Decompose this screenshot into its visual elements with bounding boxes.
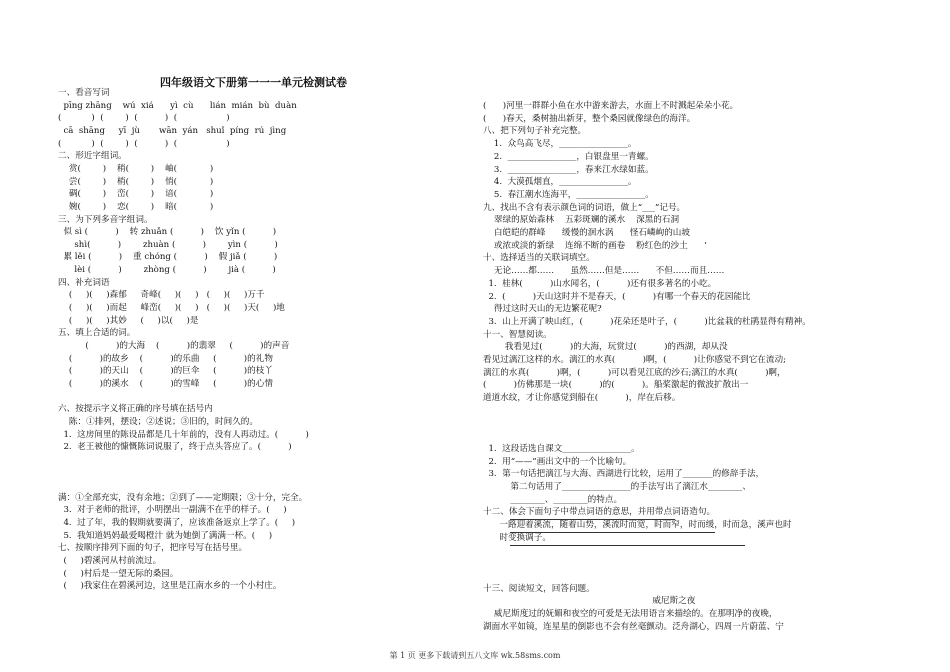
right-line: 1. 这段话选自课文________________。	[483, 443, 640, 454]
right-line: 4. 大漠孤烟直，________________。	[483, 177, 637, 188]
left-line: pīng zhāng wú xiá yì cù lián mián bù duàn	[58, 100, 297, 111]
right-line: 威尼斯之夜	[483, 596, 696, 607]
left-line: ( )( )森郁 奇峰( )( ) ( )( )万千	[58, 290, 265, 301]
right-line: 威尼斯度过的妩媚和夜空的可爱是无法用语言来描绘的。在那明净的夜晚，	[483, 609, 778, 619]
right-line: 看见过漓江这样的水。漓江的水真( )啊，( )让你感觉不到它在流动;	[483, 355, 786, 365]
right-line: 2. ( )天山这时并不是春天，( )有哪一个春天的花园能比	[483, 291, 751, 302]
answer-line-1	[510, 519, 675, 520]
right-line: 十二、体会下面句子中带点词语的意思，并用带点词语造句。	[483, 507, 716, 518]
left-line: 2. 老王被他的慷慨陈词说服了，终于点头答应了。( )	[58, 442, 292, 453]
left-line: 满：①全部充实，没有余地；②到了——定期限；③十分，完全。	[58, 492, 308, 503]
right-line: 3. ________________，春来江水绿如蓝。	[483, 164, 654, 175]
left-line: ( )碧溪河从村前流过。	[58, 556, 162, 567]
left-line: 碉( ) 峦( ) 谙( )	[58, 189, 214, 200]
right-line: 十、选择适当的关联词填空。	[483, 253, 595, 264]
answer-line-3	[510, 545, 745, 546]
left-line: ( ) ( ) ( ) ( )	[58, 113, 230, 124]
right-line: 九、找出不含有表示颜色词的词语，做上“___”记号。	[483, 202, 686, 213]
left-line: 3. 对于老师的批评，小明摆出一副满不在乎的样子。( )	[58, 505, 287, 516]
left-line: 陈：①排列，摆设；②述说；③旧的，时间久的。	[58, 416, 258, 427]
left-line: 四、补充词语	[58, 277, 110, 288]
right-line: 无论……都…… 虽然……但是…… 不但……而且……	[483, 266, 725, 277]
left-line: ( )村后是一望无际的桑园。	[58, 568, 179, 579]
left-line: ( )( )其妙 ( )以( )是	[58, 315, 199, 326]
right-line: 八、把下列句子补充完整。	[483, 126, 587, 137]
right-line: 1. 众鸟高飞尽，________________。	[483, 139, 637, 150]
right-line: 第二句话用了________________的手法写出了漓江水________、	[483, 482, 751, 492]
right-line: 十三、阅读短文，回答问题。	[483, 583, 595, 594]
left-line: 4. 过了年，我的假期就要满了，应该准备返京上学了。( )	[58, 518, 296, 529]
left-line: ( )的天山 ( )的巨伞 ( )的枝丫	[58, 366, 273, 377]
right-line: ________、________的特点。	[483, 494, 623, 505]
left-line: 1. 这房间里的陈设品都是几十年前的，没有人再动过。( )	[58, 429, 309, 440]
left-line: 赏( ) 稍( ) 岫( )	[58, 163, 214, 174]
left-line: 一、看音写词	[58, 88, 110, 98]
left-line: ( )的故乡 ( )的乐曲 ( )的礼物	[58, 353, 273, 364]
right-line: 湖面水平如镜，连星星的倒影也不会有丝毫颤动。泛舟湖心，四周一片蔚蓝、宁	[483, 621, 784, 632]
left-line: 5. 我知道妈妈最爱喝橙汁 就为她倒了满满一杯。( )	[58, 530, 273, 541]
right-line: 得过这时天山的无边繁花呢?	[483, 304, 602, 315]
right-line: 或浓或淡的新绿 连绵不断的画卷 粉红色的沙土 ‘	[483, 240, 707, 251]
right-line: 漓江的水真( )啊，( )可以看见江底的沙石;漓江的水真( )啊，	[483, 367, 786, 378]
answer-line-2	[510, 532, 715, 533]
right-line: 1. 桂林( )山水闻名，( )还有很多著名的小吃。	[483, 278, 717, 289]
left-line: 七、按顺序排列下面的句子，把序号写在括号里。	[58, 543, 248, 554]
left-line: shì( ) zhuàn ( ) yìn ( )	[58, 239, 278, 250]
left-line: ( )的大海 ( )的翡翠 ( )的声音	[58, 341, 290, 351]
right-line: ( )河里一群群小鱼在水中游来游去，水面上不时溅起朵朵小花。	[483, 101, 739, 111]
left-line: 二、形近字组词。	[58, 151, 127, 162]
left-line: ( )的溪水 ( )的雪峰 ( )的心情	[58, 378, 273, 389]
right-line: 十一、智慧阅读。	[483, 329, 552, 340]
left-line: ( )( )而起 峰峦( )( ) ( )( )天( )地	[58, 303, 285, 314]
right-line: 翠绿的原始森林 五彩斑斓的溪水 深黑的石洞	[483, 215, 680, 226]
left-line: 五、填上合适的词。	[58, 328, 136, 339]
left-line: cā shāng yī jù wān yán shuǐ píng rú jìng	[58, 125, 287, 136]
left-line: 尝( ) 梢( ) 悄( )	[58, 176, 214, 187]
right-line: 2. ________________，白银盘里一青螺。	[483, 151, 654, 162]
right-line: 3. 山上开满了映山红，( )花朵还是叶子，( )比盆栽的杜鹃显得有精神。	[483, 316, 811, 327]
right-line: 道道水纹，才让你感觉到船在( )，岸在后移。	[483, 393, 681, 404]
right-line: 2. 用“——”画出文中的一个比喻句。	[483, 456, 632, 467]
right-line: 白皑皑的群峰 缓慢的洄水涡 怪石嶙峋的山坡	[483, 228, 690, 238]
right-line: 我看见过( )的大海，玩赏过( )的西湖，却从没	[483, 342, 728, 353]
right-line: 5. 春江潮水连海平，________________。	[483, 189, 654, 200]
right-line: ( )春天，桑树抽出新芽，整个桑园就像绿色的海洋。	[483, 113, 696, 124]
left-line: 似 sì ( ) 转 zhuǎn ( ) 饮 yǐn ( )	[58, 227, 277, 238]
exam-title: 四年级语文下册第一一一单元检测试卷	[160, 76, 347, 89]
left-line: ( )我家住在碧溪河边，这里是江南水乡的一个小村庄。	[58, 581, 282, 592]
page-footer: 第 1 页 更多下载请到五八文库 wk.58sms.com	[389, 651, 561, 660]
left-line: 婉( ) 恋( ) 暗( )	[58, 201, 214, 212]
left-line: 累 lěi ( ) 重 chóng ( ) 假 jiǎ ( )	[58, 252, 278, 263]
left-line: lèi ( ) zhòng ( ) jià ( )	[58, 265, 276, 276]
right-line: 时变换调子。	[483, 532, 551, 543]
right-line: ( )仿佛那是一块( )的( )。船桨激起的微波扩散出一	[483, 380, 749, 391]
right-line: 一路迎着溪流，随着山势，溪流时而宽，时而窄，时而缓，时而急，溪声也时	[483, 520, 792, 531]
left-line: 六、按提示字义将正确的序号填在括号内	[58, 404, 213, 415]
left-line: 三、为下列多音字组词。	[58, 214, 153, 225]
right-line: 3. 第一句话把漓江与大海、西湖进行比较，运用了_______的修辞手法，	[483, 469, 765, 480]
left-line: ( ) ( ) ( ) ( )	[58, 138, 230, 149]
